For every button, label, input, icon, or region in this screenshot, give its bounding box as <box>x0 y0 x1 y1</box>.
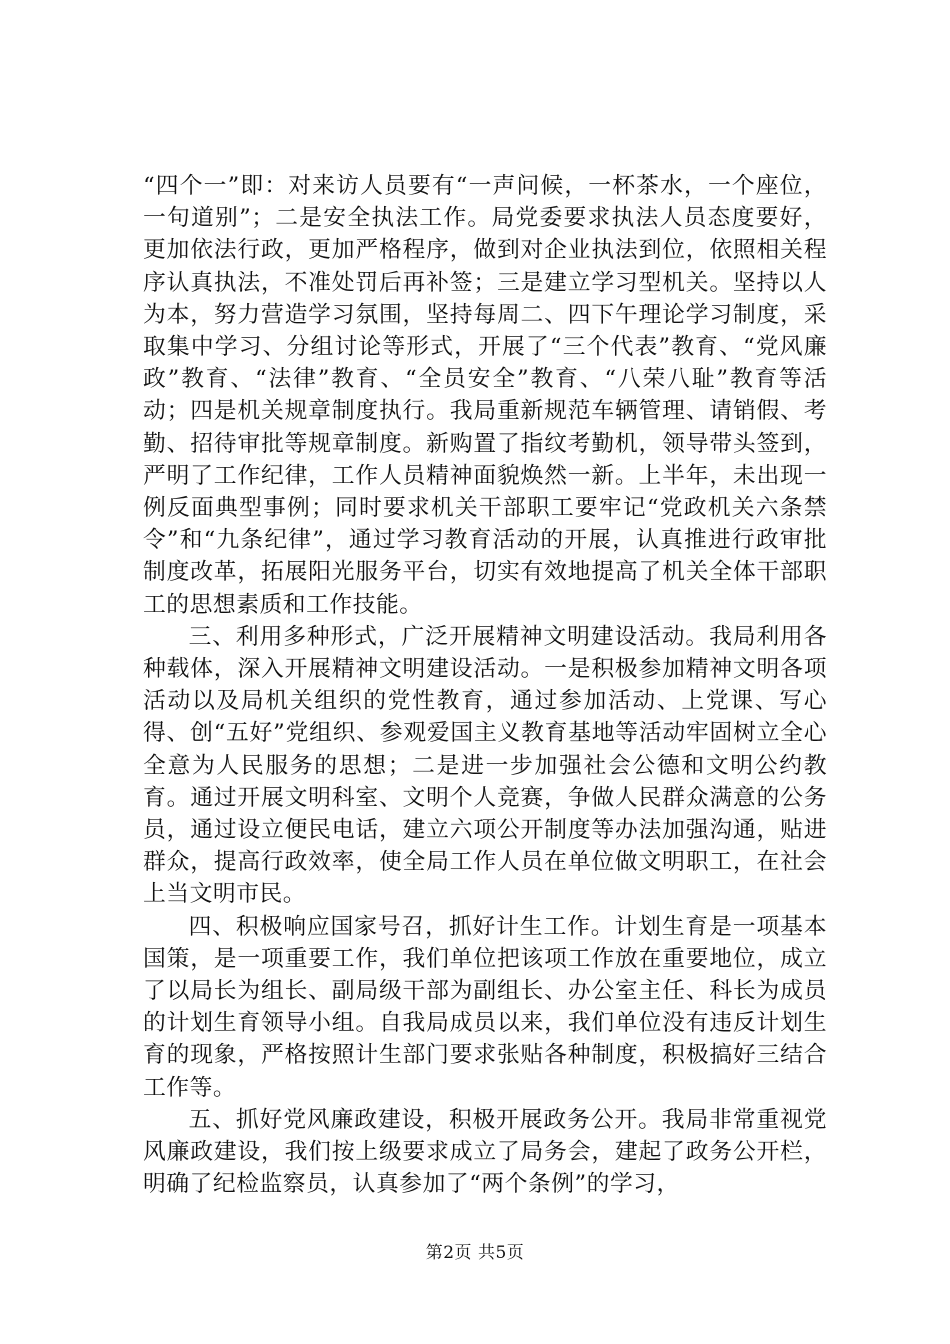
document-body <box>143 170 827 1201</box>
paragraph-section-5: 五、抓好党风廉政建设，积极开展政务公开。我局非常重视党风廉政建设，我们按上级要求成立了局务会，建起了政务公开栏，明确了纪检监察员，认真参加了“两个条例”的学习， <box>143 1106 827 1198</box>
page-number-footer: 第2页 共5页 <box>425 1243 525 1263</box>
paragraph-section-4: 四、积极响应国家号召，抓好计生工作。计划生育是一项基本国策，是一项重要工作，我们单位把该项工作放在重要地位，成立了以局长为组长、副局级干部为副组长、办公室主任、科长为成员的计划生育领导小组。自我局成员以来，我们单位没有违反计划生育的现象，严格按照计生部门要求张贴各种制度，积极搞好三结合工作等。 <box>143 913 827 1101</box>
paragraph-continuation: “四个一”即：对来访人员要有“一声问候，一杯茶水，一个座位，一句道别”；二是安全执法工作。局党委要求执法人员态度要好，更加依法行政，更加严格程序，做到对企业执法到位，依照相关程序认真执法，不准处罚后再补签；三是建立学习型机关。坚持以人为本，努力营造学习氛围，坚持每周二、四下午理论学习制度，采取集中学习、分组讨论等形式，开展了“三个代表”教育、“党风廉政”教育、“法律”教育、“全员安全”教育、“八荣八耻”教育等活动；四是机关规章制度执行。我局重新规范车辆管理、请销假、考勤、招待审批等规章制度。新购置了指纹考勤机，领导带头签到，严明了工作纪律，工作人员精神面貌焕然一新。上半年，未出现一例反面典型事例；同时要求机关干部职工要牢记“党政机关六条禁令”和“九条纪律”，通过学习教育活动的开展，认真推进行政审批制度改革，拓展阳光服务平台，切实有效地提高了机关全体干部职工的思想素质和工作技能。 <box>143 173 827 618</box>
paragraph-section-3: 三、利用多种形式，广泛开展精神文明建设活动。我局利用各种载体，深入开展精神文明建设活动。一是积极参加精神文明各项活动以及局机关组织的党性教育，通过参加活动、上党课、写心得、创“五好”党组织、参观爱国主义教育基地等活动牢固树立全心全意为人民服务的思想；二是进一步加强社会公德和文明公约教育。通过开展文明科室、文明个人竞赛，争做人民群众满意的公务员，通过设立便民电话，建立六项公开制度等办法加强沟通，贴进群众，提高行政效率，使全局工作人员在单位做文明职工，在社会上当文明市民。 <box>143 623 827 908</box>
